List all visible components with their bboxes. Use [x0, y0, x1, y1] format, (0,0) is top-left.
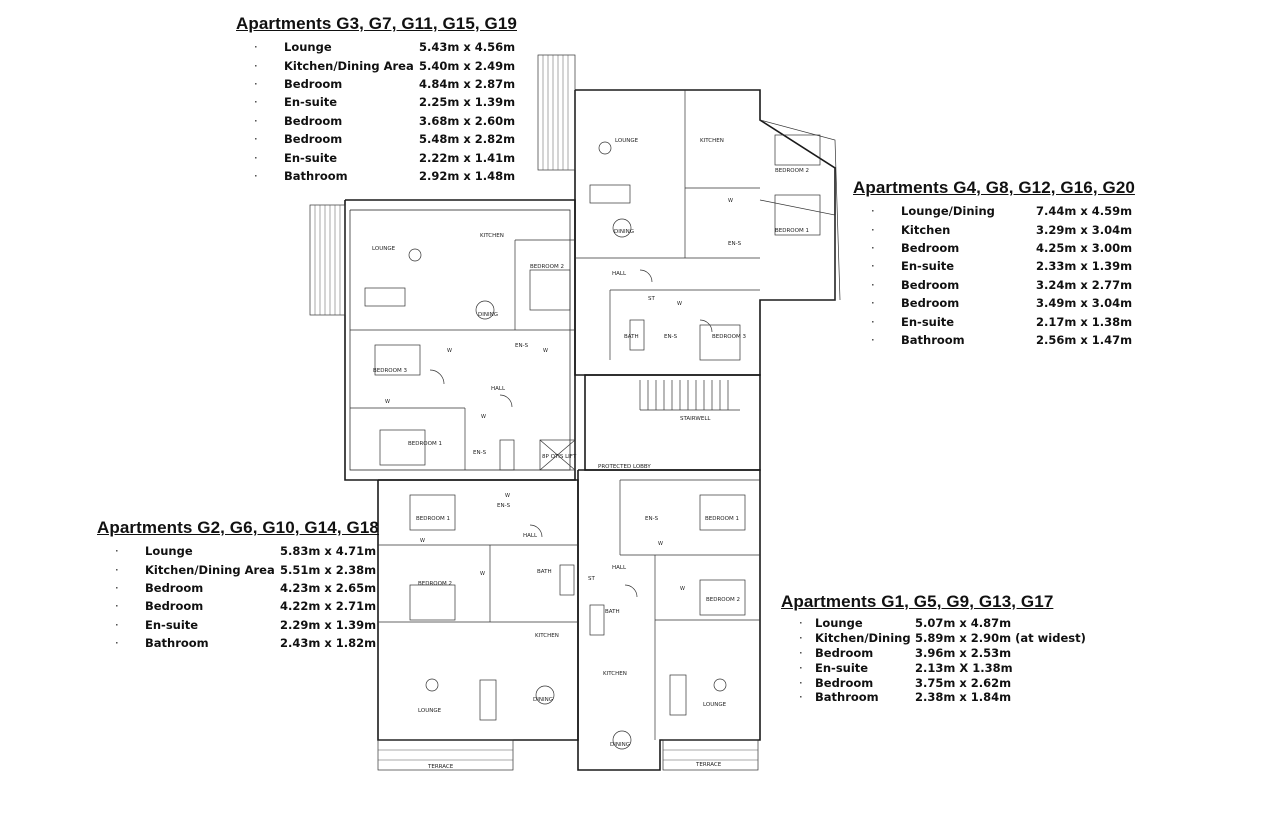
bullet: · [871, 332, 875, 347]
room-label: KITCHEN [700, 138, 724, 144]
room-label: LOUNGE [703, 702, 727, 708]
room-row [97, 634, 376, 652]
wardrobe-label: W [658, 541, 663, 547]
bullet: · [799, 690, 803, 705]
bed [410, 495, 455, 530]
room-size: 5.07m x 4.87m [915, 616, 1012, 631]
room-row [781, 646, 1086, 661]
room-name: Bedroom [901, 240, 960, 255]
room-name: Lounge/Dining [901, 204, 995, 219]
room-size: 2.13m X 1.38m [915, 660, 1013, 675]
room-size: 5.83m x 4.71m [280, 544, 377, 559]
room-size: 2.33m x 1.39m [1036, 259, 1133, 274]
room-row [781, 616, 1086, 631]
schedule-g2 [97, 518, 379, 652]
light-fitting [409, 249, 421, 261]
room-row [236, 167, 515, 185]
bullet: · [799, 660, 803, 675]
room-table [853, 202, 1132, 349]
room-label: BEDROOM 3 [712, 334, 746, 340]
room-size: 4.22m x 2.71m [280, 599, 377, 614]
bullet: · [115, 599, 119, 614]
room-table [236, 38, 515, 185]
room-label: LOUNGE [372, 246, 396, 252]
bullet: · [799, 616, 803, 631]
room-label: TERRACE [428, 764, 454, 770]
room-label: ST [648, 296, 655, 302]
bullet: · [871, 314, 875, 329]
room-name: Bedroom [284, 113, 343, 128]
wardrobe-label: W [543, 348, 548, 354]
bullet: · [254, 150, 258, 165]
room-row [853, 331, 1132, 349]
room-name: Bedroom [145, 599, 204, 614]
room-name: En-suite [145, 617, 199, 632]
bath [590, 605, 604, 635]
room-label: HALL [491, 386, 506, 392]
room-name: En-suite [901, 314, 955, 329]
room-label: 8P OTIS LIFT [542, 454, 577, 460]
room-label: EN-S [664, 334, 678, 340]
room-label: BEDROOM 3 [373, 368, 407, 374]
bullet: · [871, 259, 875, 274]
room-size: 3.75m x 2.62m [915, 675, 1012, 690]
room-name: Bedroom [284, 132, 343, 147]
room-row [236, 130, 515, 148]
sofa [590, 185, 630, 203]
room-size: 2.17m x 1.38m [1036, 314, 1133, 329]
room-row [853, 276, 1132, 294]
room-row [236, 75, 515, 93]
room-row [236, 148, 515, 166]
room-label: DINING [614, 229, 634, 235]
wardrobe-label: W [680, 586, 685, 592]
room-label: BEDROOM 2 [775, 168, 809, 174]
bath [500, 440, 514, 470]
room-name: Bedroom [815, 645, 874, 660]
room-label: BATH [624, 334, 639, 340]
room-label: BEDROOM 2 [706, 597, 740, 603]
room-label: LOUNGE [418, 708, 442, 714]
room-size: 2.22m x 1.41m [419, 150, 516, 165]
room-size: 2.92m x 1.48m [419, 168, 516, 183]
room-size: 2.43m x 1.82m [280, 636, 377, 651]
room-row [97, 616, 376, 634]
light-fitting [599, 142, 611, 154]
room-size: 3.49m x 3.04m [1036, 296, 1133, 311]
sofa [365, 288, 405, 306]
room-size: 7.44m x 4.59m [1036, 204, 1133, 219]
schedule-title: Apartments G3, G7, G11, G15, G19 [236, 14, 517, 33]
bed [410, 585, 455, 620]
room-name: Bedroom [901, 277, 960, 292]
bullet: · [799, 631, 803, 646]
wardrobe-label: W [481, 414, 486, 420]
room-label: TERRACE [696, 762, 722, 768]
schedule-title: Apartments G1, G5, G9, G13, G17 [781, 592, 1054, 611]
room-size: 5.89m x 2.90m (at widest) [915, 631, 1086, 646]
room-name: Kitchen/Dining Area [145, 562, 275, 577]
schedule-g4 [853, 178, 1135, 349]
room-name: En-suite [284, 95, 338, 110]
room-label: HALL [612, 565, 627, 571]
room-name: Bathroom [145, 636, 209, 651]
outer-wall [345, 200, 575, 480]
room-label: HALL [612, 271, 627, 277]
room-size: 5.51m x 2.38m [280, 562, 377, 577]
room-size: 4.23m x 2.65m [280, 580, 377, 595]
room-row [853, 239, 1132, 257]
room-row [781, 660, 1086, 675]
bullet: · [254, 168, 258, 183]
room-label: BATH [537, 569, 552, 575]
bullet: · [871, 296, 875, 311]
room-name: Lounge [145, 544, 193, 559]
room-label: BEDROOM 1 [775, 228, 809, 234]
sofa [480, 680, 496, 720]
wardrobe-label: W [677, 301, 682, 307]
bullet: · [871, 277, 875, 292]
room-label: KITCHEN [603, 671, 627, 677]
room-table [97, 542, 376, 652]
room-label: PROTECTED LOBBY [598, 464, 651, 470]
bullet: · [115, 617, 119, 632]
bullet: · [871, 240, 875, 255]
wardrobe-label: W [385, 399, 390, 405]
room-size: 3.24m x 2.77m [1036, 277, 1133, 292]
room-row [781, 631, 1086, 646]
room-size: 4.25m x 3.00m [1036, 240, 1133, 255]
schedule-title: Apartments G2, G6, G10, G14, G18 [97, 518, 379, 537]
room-label: BEDROOM 2 [530, 264, 564, 270]
room-label: DINING [478, 312, 498, 318]
room-row [236, 56, 515, 74]
bullet: · [115, 636, 119, 651]
terrace [538, 55, 575, 170]
wardrobe-label: W [420, 538, 425, 544]
room-name: Bedroom [284, 76, 343, 91]
room-row [853, 257, 1132, 275]
room-row [97, 579, 376, 597]
room-name: Bedroom [901, 296, 960, 311]
bed [775, 135, 820, 165]
bullet: · [254, 58, 258, 73]
room-row [97, 597, 376, 615]
room-label: HALL [523, 533, 538, 539]
room-label: EN-S [645, 516, 659, 522]
room-name: Lounge [815, 616, 863, 631]
wardrobe-label: W [505, 493, 510, 499]
bed [700, 495, 745, 530]
light-fitting [714, 679, 726, 691]
room-label: EN-S [728, 241, 742, 247]
room-label: EN-S [473, 450, 487, 456]
room-name: Bathroom [815, 690, 879, 705]
bath [560, 565, 574, 595]
bullet: · [254, 113, 258, 128]
sofa [670, 675, 686, 715]
room-size: 3.96m x 2.53m [915, 645, 1012, 660]
room-name: Kitchen/Dining Area [284, 58, 414, 73]
bed [700, 325, 740, 360]
room-label: ST [588, 576, 595, 582]
room-row [853, 220, 1132, 238]
bullet: · [115, 562, 119, 577]
room-label: KITCHEN [480, 233, 504, 239]
room-size: 3.29m x 3.04m [1036, 222, 1133, 237]
room-row [97, 560, 376, 578]
room-name: Bathroom [901, 332, 965, 347]
room-label: KITCHEN [535, 633, 559, 639]
bullet: · [115, 544, 119, 559]
room-label: DINING [610, 742, 630, 748]
room-row [236, 93, 515, 111]
room-label: EN-S [497, 503, 511, 509]
room-size: 4.84m x 2.87m [419, 76, 516, 91]
room-row [853, 202, 1132, 220]
room-labels [372, 138, 809, 770]
room-size: 3.68m x 2.60m [419, 113, 516, 128]
room-name: Kitchen [901, 222, 951, 237]
room-label: BEDROOM 1 [705, 516, 739, 522]
room-label: BEDROOM 2 [418, 581, 452, 587]
bullet: · [254, 76, 258, 91]
room-row [97, 542, 376, 560]
room-row [853, 294, 1132, 312]
bullet: · [799, 675, 803, 690]
room-size: 2.29m x 1.39m [280, 617, 377, 632]
room-size: 5.43m x 4.56m [419, 40, 516, 55]
room-table [781, 616, 1086, 705]
room-label: BATH [605, 609, 620, 615]
schedule-g1 [781, 592, 1086, 705]
room-row [236, 38, 515, 56]
schedule-g3 [236, 14, 517, 185]
bullet: · [115, 580, 119, 595]
light-fitting [426, 679, 438, 691]
room-name: Bathroom [284, 168, 348, 183]
room-row [781, 675, 1086, 690]
room-name: Bedroom [815, 675, 874, 690]
room-name: En-suite [284, 150, 338, 165]
room-size: 5.48m x 2.82m [419, 132, 516, 147]
room-row [853, 312, 1132, 330]
room-name: Kitchen/Dining [815, 631, 911, 646]
bullet: · [871, 222, 875, 237]
bullet: · [254, 95, 258, 110]
wardrobe-label: W [447, 348, 452, 354]
room-name: En-suite [901, 259, 955, 274]
bullet: · [799, 645, 803, 660]
room-row [236, 112, 515, 130]
bullet: · [254, 40, 258, 55]
schedule-title: Apartments G4, G8, G12, G16, G20 [853, 178, 1135, 197]
room-size: 2.25m x 1.39m [419, 95, 516, 110]
room-row [781, 690, 1086, 705]
room-label: BEDROOM 1 [408, 441, 442, 447]
room-name: Bedroom [145, 580, 204, 595]
bed [530, 270, 570, 310]
room-name: En-suite [815, 660, 869, 675]
room-label: LOUNGE [615, 138, 639, 144]
room-label: DINING [533, 697, 553, 703]
room-size: 5.40m x 2.49m [419, 58, 516, 73]
bed [380, 430, 425, 465]
wardrobe-label: W [728, 198, 733, 204]
room-name: Lounge [284, 40, 332, 55]
room-label: STAIRWELL [680, 416, 711, 422]
room-size: 2.38m x 1.84m [915, 690, 1012, 705]
wardrobe-label: W [480, 571, 485, 577]
outer-wall [585, 375, 760, 470]
bullet: · [871, 204, 875, 219]
bullet: · [254, 132, 258, 147]
room-size: 2.56m x 1.47m [1036, 332, 1133, 347]
room-label: EN-S [515, 343, 529, 349]
room-label: BEDROOM 1 [416, 516, 450, 522]
